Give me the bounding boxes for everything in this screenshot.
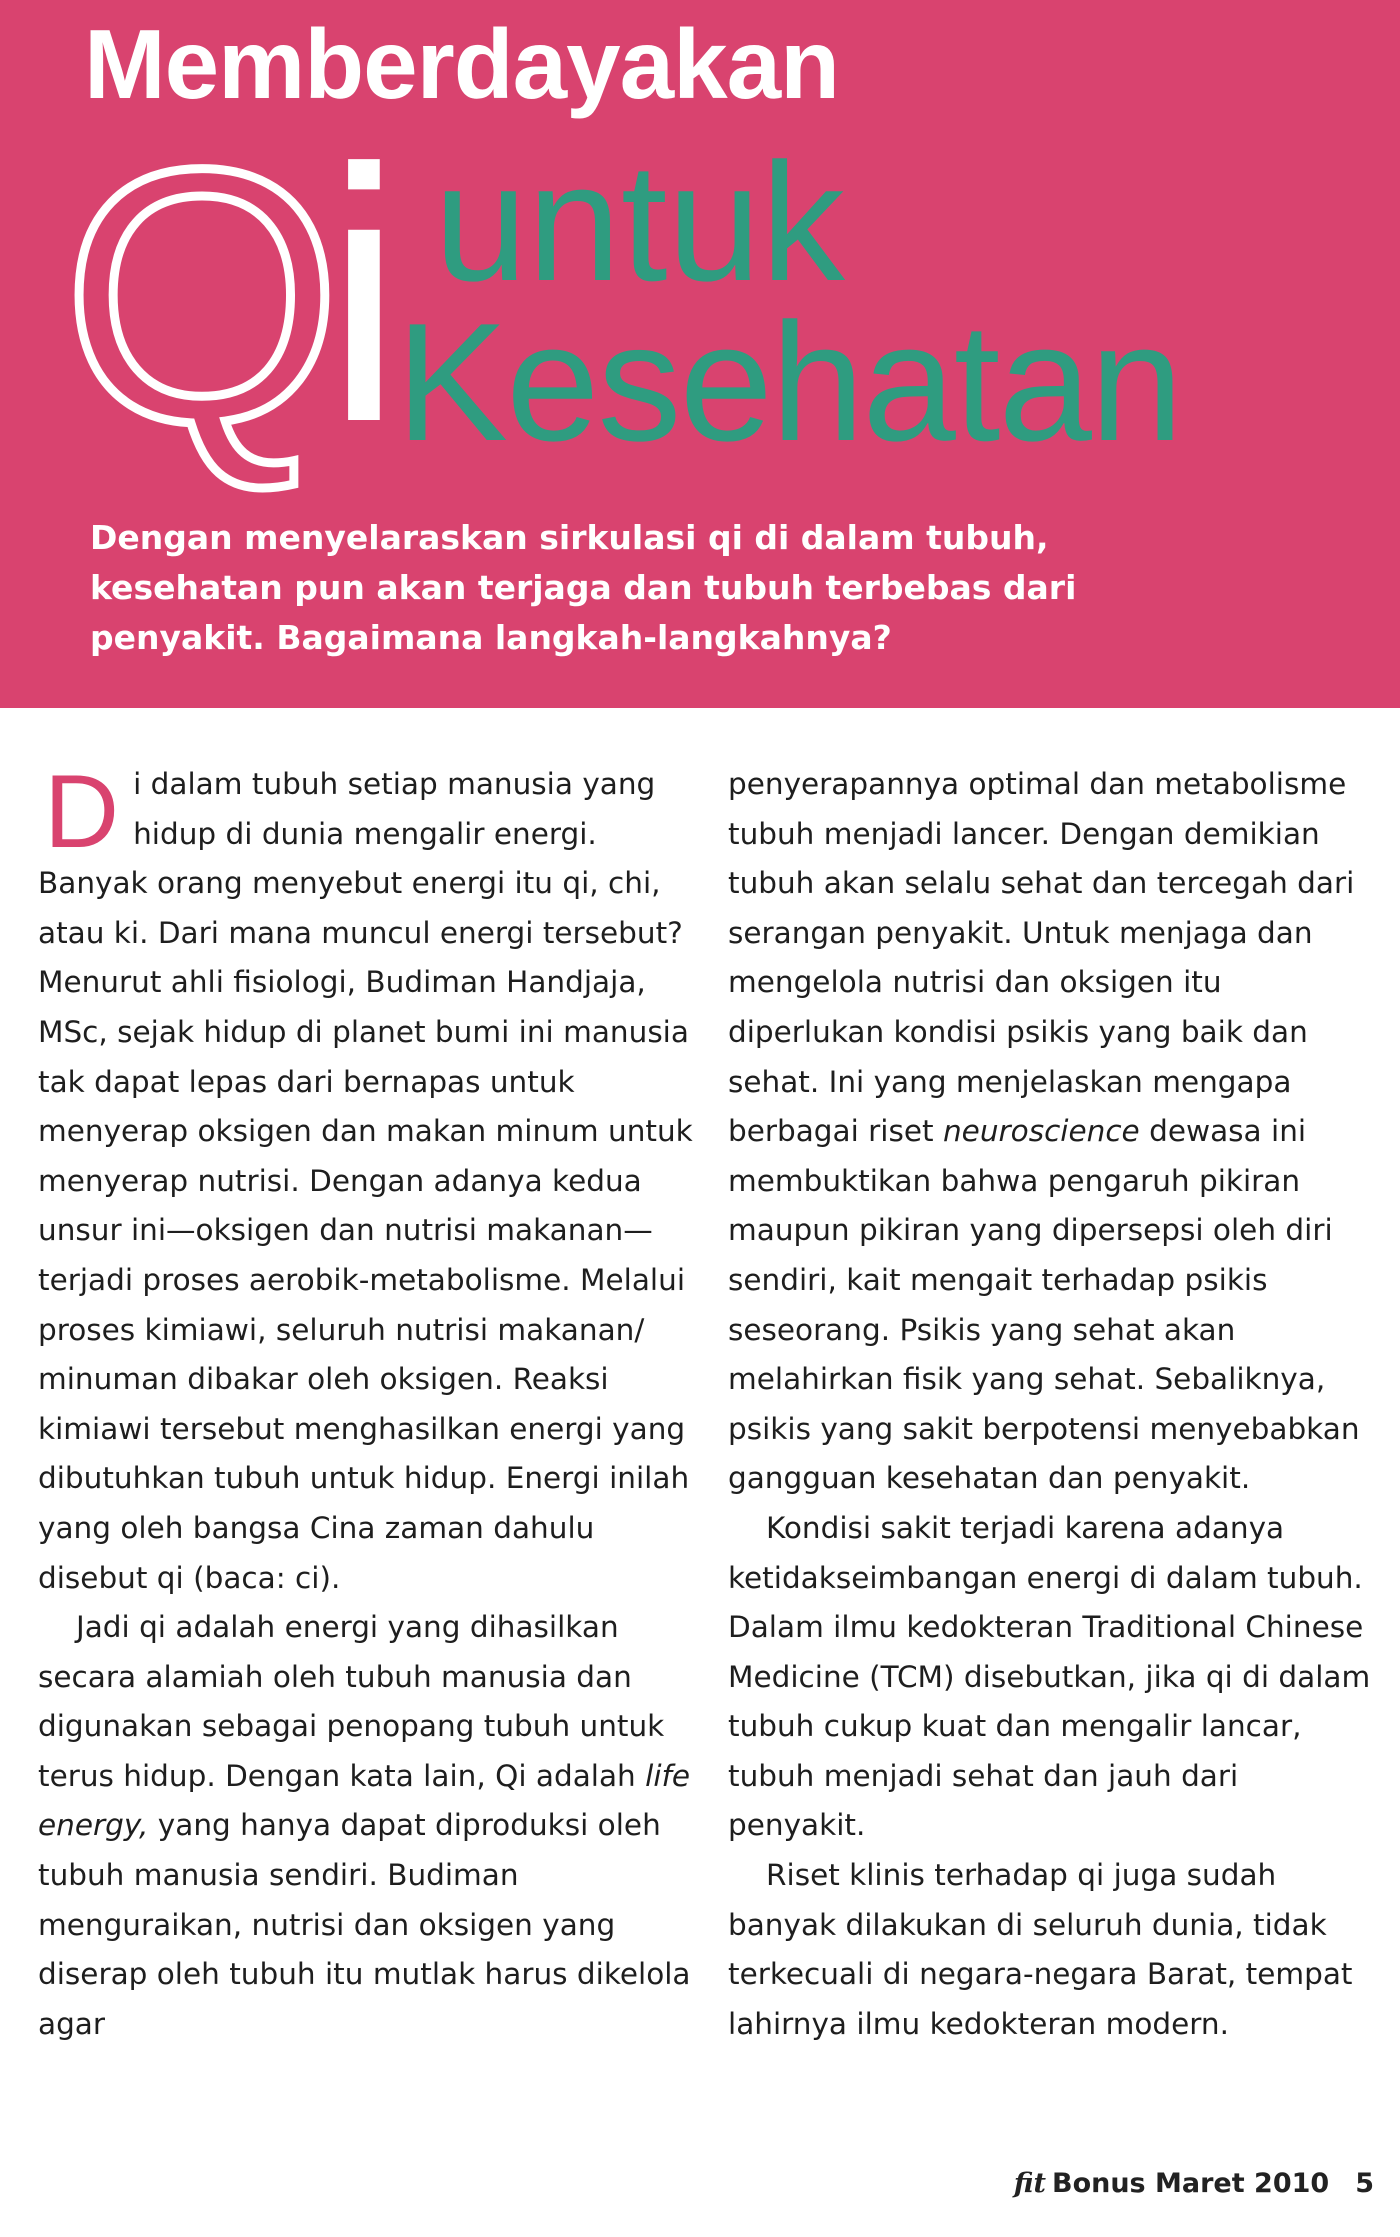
paragraph-1-text: i dalam tubuh setiap manusia yang hidup di dunia mengalir energi. Banyak orang menyebut energi itu qi, chi, atau ki. Dari mana muncul energi tersebut? Menurut ahli fisiologi, Budiman Handjaja, MSc, sejak hidup di planet bumi ini manusia tak dapat lepas dari bernapas untuk menyerap oksigen dan makan minum untuk menyerap nutrisi. Dengan adanya kedua unsur ini—oksigen dan nutrisi makanan—terjadi proses aerobik-metabolisme. Melalui proses kimiawi, seluruh nutrisi makanan/ minuman dibakar oleh oksigen. Reaksi kimiawi tersebut menghasilkan energi yang dibutuhkan tubuh untuk hidup. Energi inilah yang oleh bangsa Cina zaman dahulu disebut qi (baca: ci). bbox=[38, 767, 693, 1595]
paragraph-3 bbox=[728, 760, 1383, 1504]
deck-line-3: penyakit. Bagaimana langkah-langkahnya? bbox=[90, 618, 892, 657]
paragraph-5: Riset klinis terhadap qi juga sudah banyak dilakukan di seluruh dunia, tidak terkecuali di negara-negara Barat, tempat lahirnya ilmu kedokteran modern. bbox=[728, 1858, 1353, 2041]
paragraph-2-italic: life energy, bbox=[38, 1758, 691, 1843]
title-kicker: Memberdayakan bbox=[84, 9, 840, 119]
deck-text bbox=[90, 513, 1290, 663]
paragraph-2-text-b: yang hanya dapat diproduksi oleh tubuh manusia sendiri. Budiman menguraikan, nutrisi dan oksigen yang diserap oleh tubuh itu mutlak harus dikelola agar bbox=[38, 1808, 691, 2041]
paragraph-3-text-a: penyerapannya optimal dan metabolisme tubuh menjadi lancer. Dengan demikian tubuh akan selalu sehat dan tercegah dari serangan penyakit. Untuk menjaga dan mengelola nutrisi dan oksigen itu diperlukan kondisi psikis yang baik dan sehat. Ini yang menjelaskan mengapa berbagai riset bbox=[728, 767, 1355, 1149]
title-qi bbox=[62, 95, 387, 497]
paragraph-3-italic: neuroscience bbox=[942, 1114, 1140, 1149]
deck-line-2: kesehatan pun akan terjaga dan tubuh terbebas dari bbox=[90, 568, 1077, 607]
paragraph-3-text-b: dewasa ini membuktikan bahwa pengaruh pikiran maupun pikiran yang dipersepsi oleh diri sendiri, kait mengait terhadap psikis seseorang. Psikis yang sehat akan melahirkan fisik yang sehat. Sebaliknya, psikis yang sakit berpotensi menyebabkan gangguan kesehatan dan penyakit. bbox=[728, 1114, 1360, 1496]
paragraph-2 bbox=[38, 1603, 693, 2049]
deck-line-1: Dengan menyelaraskan sirkulasi qi di dalam tubuh, bbox=[90, 518, 1049, 557]
drop-cap: D bbox=[44, 754, 120, 870]
paragraph-4: Kondisi sakit terjadi karena adanya ketidakseimbangan energi di dalam tubuh. Dalam ilmu kedokteran Traditional Chinese Medicine (TCM) disebutkan, jika qi di dalam tubuh cukup kuat dan mengalir lancar, tubuh menjadi sehat dan jauh dari penyakit. bbox=[728, 1510, 1371, 1843]
page-footer bbox=[1014, 2168, 1374, 2199]
title-kesehatan: Kesehatan bbox=[396, 288, 1182, 476]
title-untuk: untuk bbox=[434, 128, 845, 316]
paragraph-1 bbox=[38, 754, 693, 1603]
body-column-right bbox=[728, 760, 1383, 2049]
page-number: 5 bbox=[1355, 2168, 1374, 2199]
footer-brand: fit bbox=[1013, 2168, 1046, 2199]
header-banner bbox=[0, 0, 1400, 708]
title-qi-q: Q bbox=[62, 95, 325, 497]
body-column-left bbox=[38, 754, 693, 2049]
paragraph-2-text-a: Jadi qi adalah energi yang dihasilkan secara alamiah oleh tubuh manusia dan digunakan sebagai penopang tubuh untuk terus hidup. Dengan kata lain, Qi adalah bbox=[38, 1610, 665, 1793]
footer-issue: Bonus Maret 2010 bbox=[1051, 2168, 1330, 2199]
title-qi-i: i bbox=[324, 95, 387, 497]
